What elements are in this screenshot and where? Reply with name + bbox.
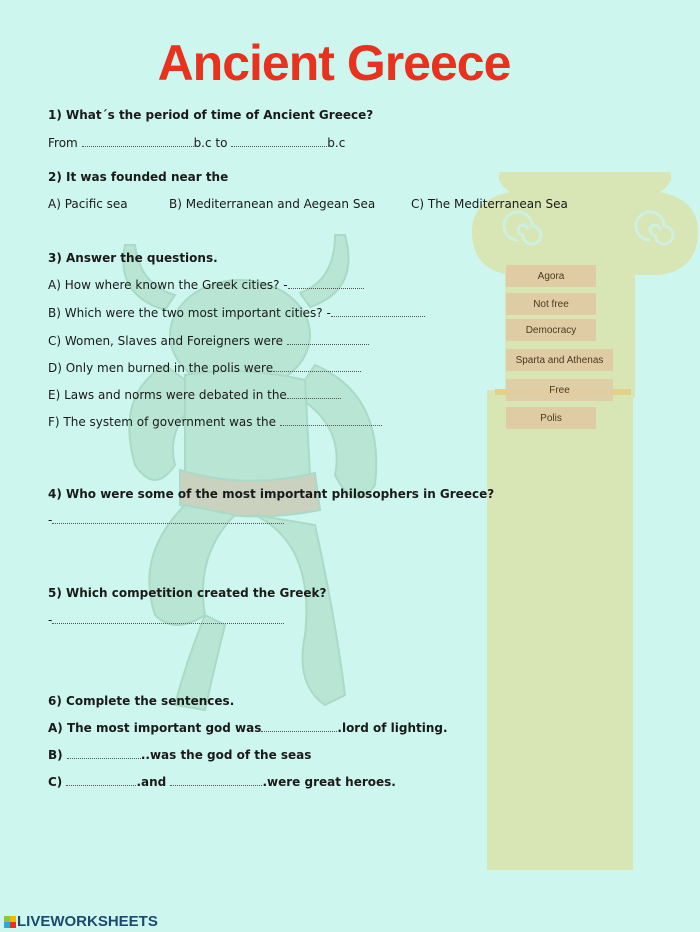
- q3-item-c-text: C) Women, Slaves and Foreigners were: [48, 334, 283, 348]
- q6-c-blank-2[interactable]: [170, 775, 262, 786]
- q3-item-a: [48, 278, 364, 292]
- q6-c-mid: .and: [136, 775, 167, 789]
- q3-item-b-blank[interactable]: [331, 306, 425, 317]
- q3-item-d-blank[interactable]: [273, 361, 361, 372]
- liveworksheets-logo-icon: [4, 916, 16, 928]
- q2-option-b[interactable]: B) Mediterranean and Aegean Sea: [169, 197, 376, 211]
- q4-prefix: -: [48, 513, 53, 527]
- q6-sentence-a: [48, 721, 448, 735]
- q3-item-c: [48, 334, 369, 348]
- q3-item-f-blank[interactable]: [280, 415, 382, 426]
- question-1: 1) What´s the period of time of Ancient Greece?: [48, 108, 374, 122]
- q5-answer-line: [48, 613, 284, 627]
- q5-prefix: -: [48, 613, 53, 627]
- q4-answer-blank[interactable]: [52, 513, 284, 524]
- q1-from-blank[interactable]: [82, 136, 194, 147]
- q1-to-blank[interactable]: [231, 136, 327, 147]
- q3-item-d: [48, 361, 361, 375]
- word-chip-free[interactable]: Free: [506, 379, 613, 401]
- q3-item-b-text: B) Which were the two most important cities? -: [48, 306, 331, 320]
- word-chip-polis[interactable]: Polis: [506, 407, 596, 429]
- liveworksheets-logo[interactable]: [4, 913, 158, 930]
- q4-answer-line: [48, 513, 284, 527]
- q6-b-after: ..was the god of the seas: [140, 748, 312, 762]
- q6-c-blank-1[interactable]: [66, 775, 136, 786]
- q3-item-d-text: D) Only men burned in the polis were: [48, 361, 274, 375]
- q6-a-text: A) The most important god was: [48, 721, 262, 735]
- q5-answer-blank[interactable]: [52, 613, 284, 624]
- column-base: [487, 390, 633, 870]
- q3-item-f: [48, 415, 382, 429]
- q3-item-f-text: F) The system of government was the: [48, 415, 277, 429]
- page-title: Ancient Greece: [157, 35, 511, 91]
- question-5: 5) Which competition created the Greek?: [48, 586, 327, 600]
- q3-item-b: [48, 306, 425, 320]
- q6-c-label: C): [48, 775, 63, 789]
- q6-sentence-c: [48, 775, 396, 789]
- q6-a-blank[interactable]: [261, 721, 337, 732]
- q3-item-c-blank[interactable]: [287, 334, 369, 345]
- word-chip-democracy[interactable]: Democracy: [506, 319, 596, 341]
- q1-answer-line: [48, 136, 345, 150]
- q6-b-label: B): [48, 748, 63, 762]
- q6-b-blank[interactable]: [67, 748, 141, 759]
- word-chip-not-free[interactable]: Not free: [506, 293, 596, 315]
- word-chip-agora[interactable]: Agora: [506, 265, 596, 287]
- q3-item-a-blank[interactable]: [288, 278, 364, 289]
- q6-sentence-b: [48, 748, 311, 762]
- q1-from-label: From: [48, 136, 78, 150]
- q2-option-c[interactable]: C) The Mediterranean Sea: [411, 197, 568, 211]
- q2-option-a[interactable]: A) Pacific sea: [48, 197, 128, 211]
- q1-bc-label: b.c: [327, 136, 346, 150]
- word-chip-sparta-athenas[interactable]: Sparta and Athenas: [506, 349, 613, 371]
- liveworksheets-logo-text: LIVEWORKSHEETS: [17, 913, 158, 930]
- question-6: 6) Complete the sentences.: [48, 694, 235, 708]
- q3-item-e-blank[interactable]: [287, 388, 341, 399]
- q6-a-after: .lord of lighting.: [337, 721, 448, 735]
- q6-c-after: .were great heroes.: [262, 775, 396, 789]
- q1-bc-to-label: b.c to: [193, 136, 228, 150]
- question-3: 3) Answer the questions.: [48, 251, 218, 265]
- q3-item-a-text: A) How where known the Greek cities? -: [48, 278, 288, 292]
- question-4: 4) Who were some of the most important philosophers in Greece?: [48, 487, 495, 501]
- question-2: 2) It was founded near the: [48, 170, 229, 184]
- q3-item-e: [48, 388, 341, 402]
- q3-item-e-text: E) Laws and norms were debated in the: [48, 388, 287, 402]
